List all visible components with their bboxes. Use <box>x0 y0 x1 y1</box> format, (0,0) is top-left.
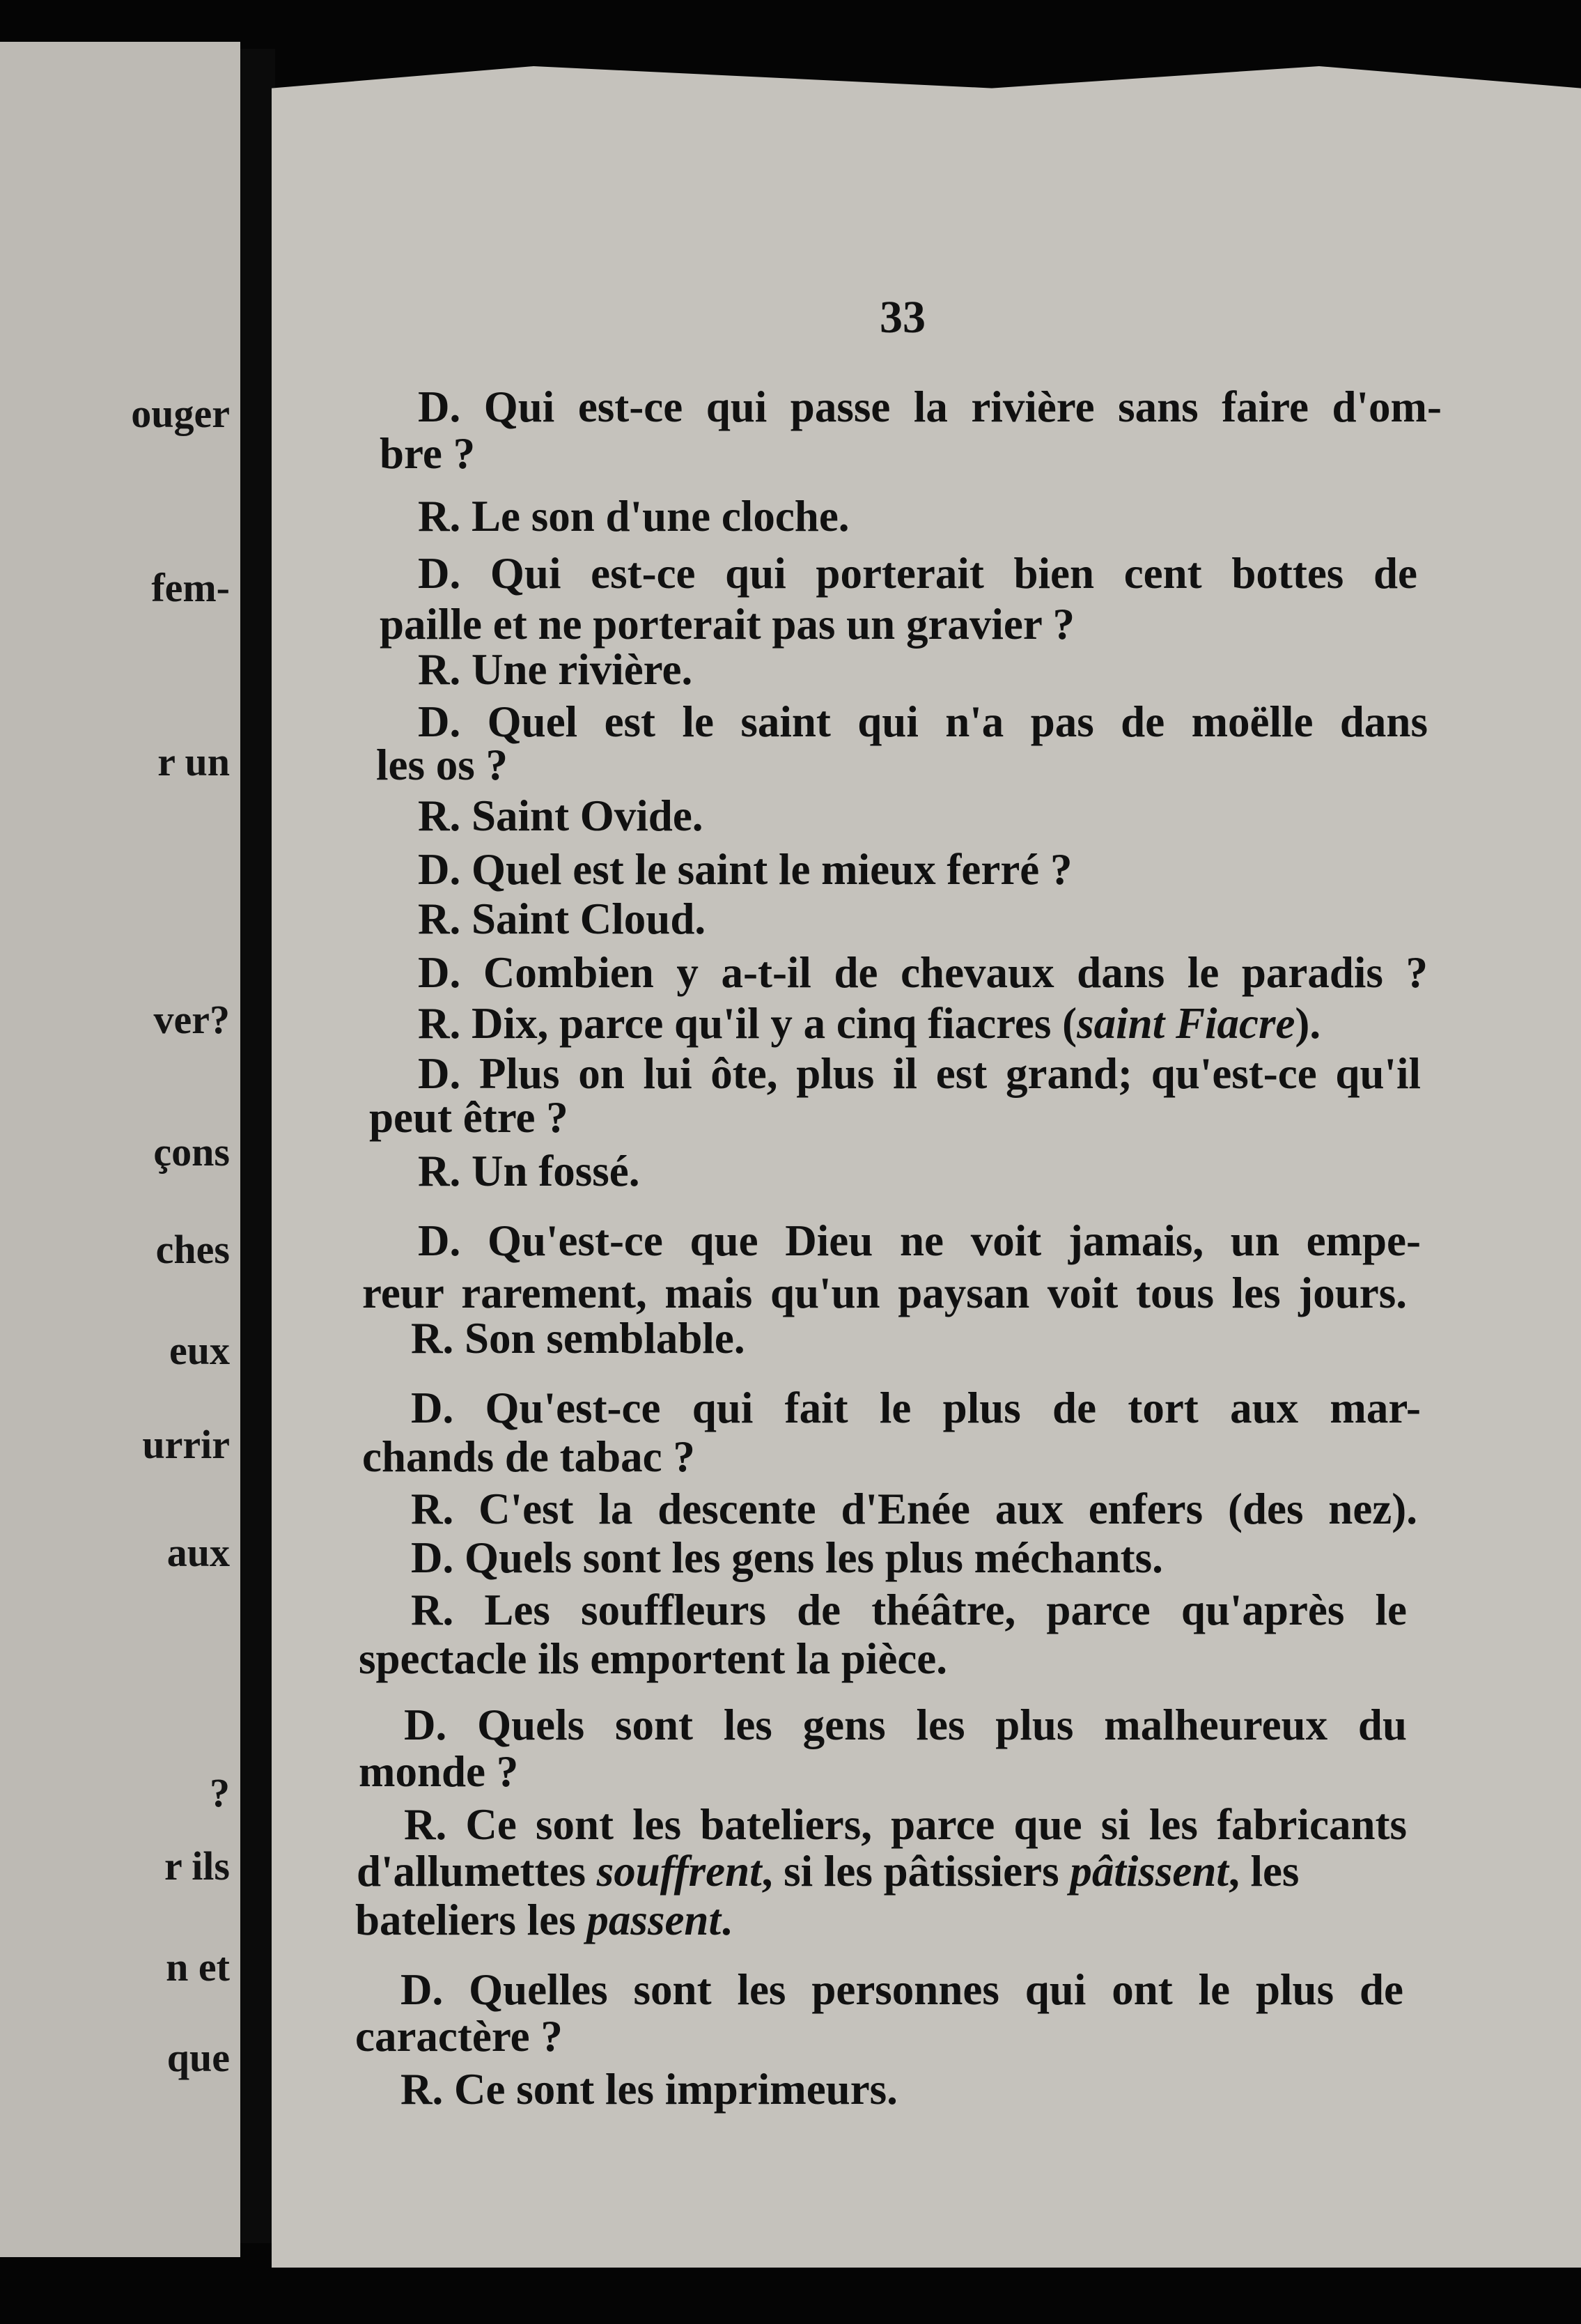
text-line: D. Quels sont les gens les plus méchants. <box>411 1533 1163 1582</box>
text-line: R. Saint Cloud. <box>418 894 706 943</box>
page-number: 33 <box>880 292 926 343</box>
text-line: D. Quel est le saint qui n'a pas de moëlle dans <box>418 697 1428 746</box>
left-line: urrir <box>142 1422 230 1467</box>
italic-run: passent <box>586 1896 721 1944</box>
text-line: D. Combien y a-t-il de chevaux dans le paradis ? <box>418 948 1428 997</box>
text-run: R. Dix, parce qu'il y a cinq fiacres ( <box>418 999 1077 1048</box>
text-line: les os ? <box>376 741 508 789</box>
text-run: ). <box>1295 999 1321 1048</box>
text-run: , si les pâtissiers <box>761 1847 1070 1896</box>
text-line: R. Saint Ovide. <box>418 791 703 840</box>
text-line: caractère ? <box>355 2012 563 2061</box>
text-line: R. Un fossé. <box>418 1147 640 1195</box>
text-line: R. Une rivière. <box>418 645 693 694</box>
text-line: D. Quel est le saint le mieux ferré ? <box>418 845 1073 894</box>
left-line: r ils <box>164 1843 230 1889</box>
text-line: spectacle ils emportent la pièce. <box>359 1634 947 1683</box>
text-line <box>418 998 1321 1049</box>
text-line: D. Qui est-ce qui passe la rivière sans faire d'om- <box>418 382 1442 431</box>
text-line: bre ? <box>380 429 476 478</box>
text-line: R. Son semblable. <box>411 1314 745 1363</box>
text-line: paille et ne porterait pas un gravier ? <box>380 600 1075 649</box>
text-line: R. Ce sont les bateliers, parce que si les fabricants <box>404 1800 1407 1849</box>
text-line: R. Le son d'une cloche. <box>418 492 850 541</box>
text-run: , les <box>1228 1847 1300 1896</box>
italic-run: pâtissent <box>1070 1847 1229 1896</box>
text-line: reur rarement, mais qu'un paysan voit tous les jours. <box>362 1269 1407 1317</box>
text-line: D. Qu'est-ce que Dieu ne voit jamais, un empe- <box>418 1216 1421 1265</box>
book-gutter <box>240 49 275 2243</box>
left-line: aux <box>166 1530 230 1575</box>
left-line: n et <box>166 1944 230 1990</box>
left-line: ouger <box>131 391 230 436</box>
text-line: R. Ce sont les imprimeurs. <box>400 2065 898 2114</box>
text-line: monde ? <box>359 1747 519 1796</box>
left-line: r un <box>157 739 230 784</box>
left-line: que <box>166 2035 230 2080</box>
text-line: R. Les souffleurs de théâtre, parce qu'après le <box>411 1586 1407 1634</box>
left-line: eux <box>169 1328 230 1373</box>
text-line: D. Quelles sont les personnes qui ont le plus de <box>400 1965 1403 2014</box>
text-line: D. Qui est-ce qui porterait bien cent bottes de <box>418 549 1417 598</box>
text-line: R. C'est la descente d'Enée aux enfers (des nez). <box>411 1485 1417 1533</box>
italic-run: souffrent <box>596 1847 762 1896</box>
italic-run: saint Fiacre <box>1077 999 1295 1048</box>
text-line: D. Qu'est-ce qui fait le plus de tort aux mar- <box>411 1384 1421 1432</box>
text-line: peut être ? <box>369 1093 568 1142</box>
left-line: ches <box>155 1227 230 1272</box>
left-page-fragment <box>0 42 240 2257</box>
text-run: d'allumettes <box>357 1847 597 1896</box>
left-line: ? <box>210 1770 230 1815</box>
text-line: D. Plus on lui ôte, plus il est grand; qu'est-ce qu'il <box>418 1049 1421 1098</box>
left-line: fem- <box>151 565 230 610</box>
text-line <box>355 1895 732 1946</box>
left-line: ver? <box>153 997 230 1042</box>
text-run: . <box>720 1896 732 1944</box>
text-line: chands de tabac ? <box>362 1432 695 1481</box>
left-line: çons <box>153 1129 230 1175</box>
text-run: bateliers les <box>355 1896 587 1944</box>
text-line <box>357 1846 1299 1897</box>
text-line: D. Quels sont les gens les plus malheureux du <box>404 1701 1407 1749</box>
